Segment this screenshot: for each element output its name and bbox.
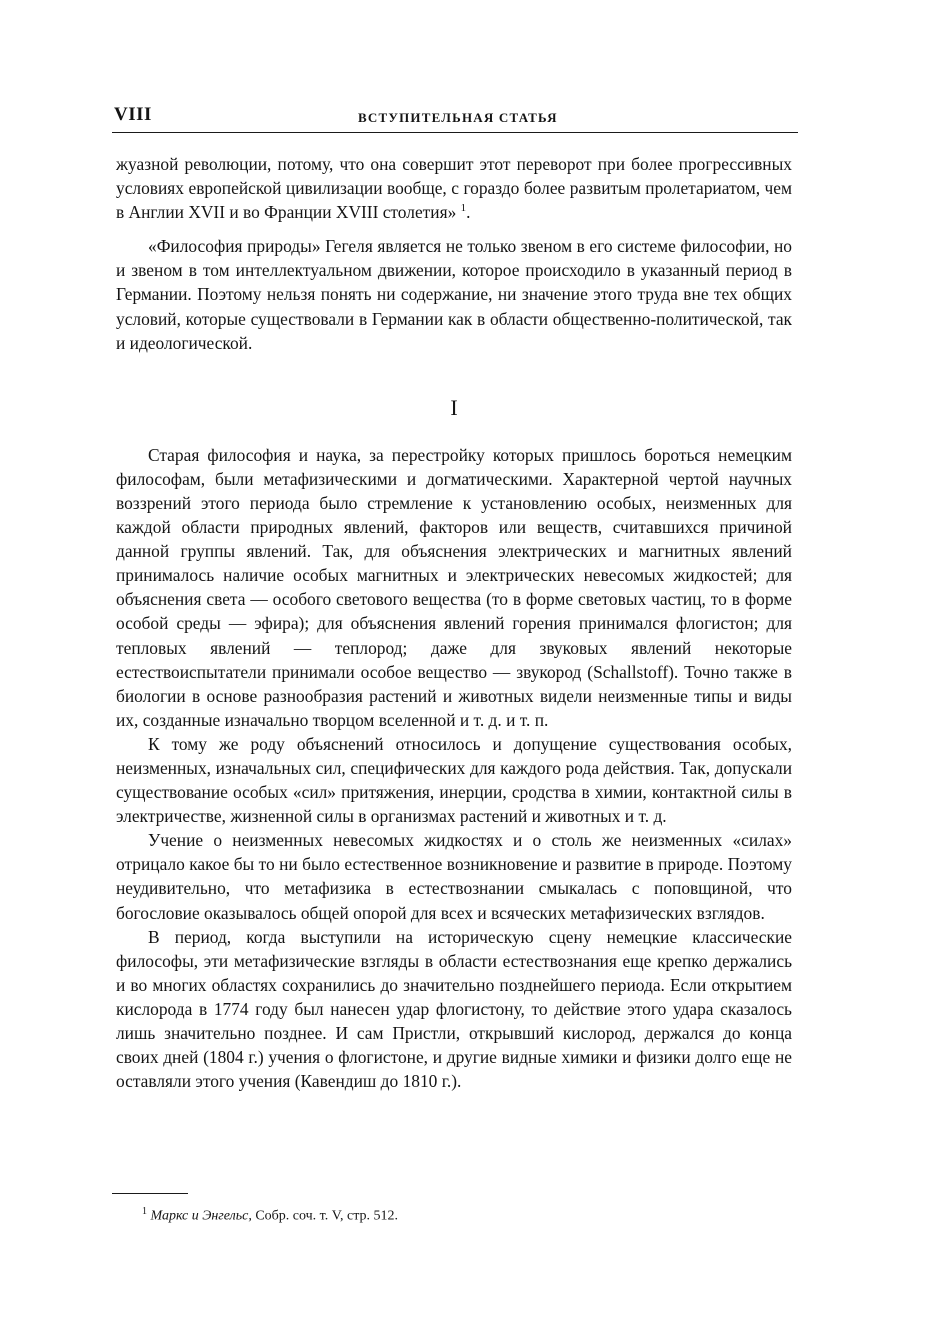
- paragraph: «Философия природы» Гегеля является не только звеном в его системе философии, но и звеном в том интеллектуальном движении, которое происходило в указанный период в Германии. Поэтому нельзя понять ни содержание, ни значение этого труда вне тех общих условий, которые существовали в Германии как в области общественно-политической, так и идеологической.: [116, 236, 792, 353]
- running-head: [112, 104, 798, 133]
- page-number: VIII: [114, 104, 152, 125]
- paragraph: Учение о неизменных невесомых жидкостях и о столь же неизменных «силах» отрицало какое бы то ни было естественное возникновение и развитие в природе. Поэтому неудивительно, что метафизика в естествознании смыкалась с поповщиной, что богословие оказывалось общей опорой для всех и всяческих метафизических взглядов.: [116, 830, 792, 923]
- footnote-authors: Маркс и Энгельс,: [150, 1208, 252, 1224]
- footnote: [142, 1203, 398, 1226]
- paragraph: В период, когда выступили на историческую сцену немецкие классические философы, эти метафизические взгляды в области естествознания еще крепко держались и во многих областях сохранились до значительно позднейшего периода. Если открытием кислорода в 1774 году был нанесен удар флогистону, то действие этого удара сказалось лишь значительно позднее. И сам Пристли, открывший кислород, держался до конца своих дней (1804 г.) учения о флогистоне, и другие видные химики и физики долго еще не оставляли этого учения (Кавендиш до 1810 г.).: [116, 926, 792, 1092]
- footnote-divider: [112, 1193, 188, 1194]
- paragraph: Старая философия и наука, за перестройку которых пришлось бороться немецким философам, были метафизическими и догматическими. Характерной чертой научных воззрений этого периода было стремление к установлению особых, неизменных для каждой области природных явлений, факторов или веществ, считавшихся причиной данной группы явлений. Так, для объяснения электрических и магнитных явлений принималось наличие особых магнитных и электрических невесомых жидкостей; для объяснения света — особого светового вещества (то в форме световых частиц, то в форме особой среды — эфира); для объяснения явлений горения принимался флогистон; для тепловых явлений — теплород; даже для звуковых явлений некоторые естествоиспытатели принимали особое вещество — звукород (Schallstoff). Точно также в биологии в основе разнообразия растений и животных видели неизменные типы и виды их, созданные изначально творцом вселенной и т. д. и т. п.: [116, 444, 792, 730]
- body-text: [116, 152, 792, 1093]
- paragraph-text: жуазной революции, потому, что она совершит этот переворот при более прогрессивных условиях европейской цивилизации вообще, с гораздо более развитым пролетариатом, чем в Англии XVII и во Франции XVIII столетия»: [116, 154, 792, 223]
- footnote-reference: 1: [460, 202, 467, 215]
- running-head-title: ВСТУПИТЕЛЬНАЯ СТАТЬЯ: [358, 110, 558, 125]
- paragraph-continued: жуазной революции, потому, что она совершит этот переворот при более прогрессивных условиях европейской цивилизации вообще, с гораздо более развитым пролетариатом, чем в Англии XVII и во Франции XVIII столетия» $^1$.: [116, 154, 792, 223]
- footnote-mark: 1: [142, 1206, 147, 1217]
- section-heading: I: [450, 394, 458, 420]
- paragraph: К тому же роду объяснений относилось и допущение существования особых, неизменных, изначальных сил, специфических для каждого рода действия. Так, допускали существование особых «сил» притяжения, инерции, сродства в химии, контактной силы в электричестве, жизненной силы в организмах растений и животных и т. д.: [116, 733, 792, 827]
- footnote-citation: Собр. соч. т. V, стр. 512.: [255, 1208, 399, 1224]
